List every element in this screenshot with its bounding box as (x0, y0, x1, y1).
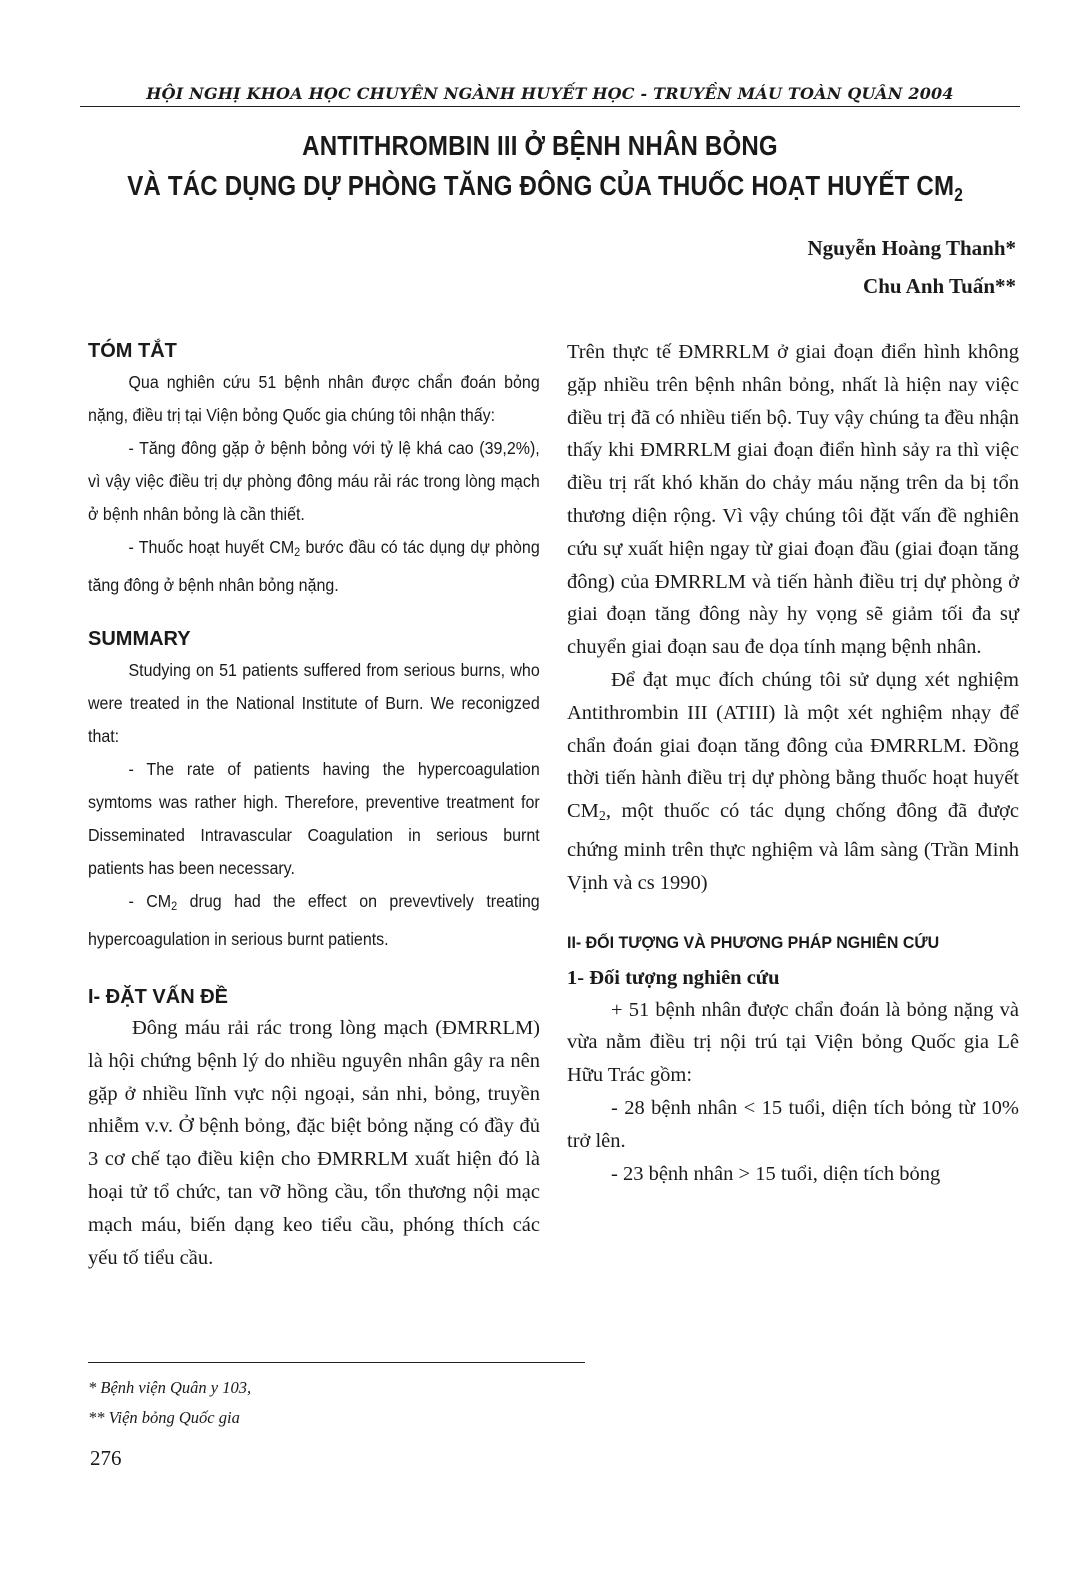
section-1-heading: I- ĐẶT VẤN ĐỀ (88, 986, 228, 1008)
title-line-2 (127, 170, 963, 206)
title-line-2-text: VÀ TÁC DỤNG DỰ PHÒNG TĂNG ĐÔNG CỦA THUỐC HOẠT HUYẾT CM (127, 170, 955, 201)
tom-tat-p3-sub: 2 (294, 545, 301, 559)
author-2: Chu Anh Tuấn** (863, 274, 1016, 298)
section-1-p1: Đông máu rải rác trong lòng mạch (ĐMRRLM) là hội chứng bệnh lý do nhiều nguyên nhân gây ra nên gặp ở nhiều lĩnh vực nội ngoại, sản nhi, bỏng, truyền nhiễm v.v. Ở bệnh bỏng, đặc biệt bỏng nặng có đầy đủ 3 cơ chế tạo điều kiện cho ĐMRRLM xuất hiện đó là hoại tử tổ chức, tan vỡ hồng cầu, tổn thương nội mạc mạch máu, biến dạng keo tiểu cầu, phóng thích các yếu tố tiểu cầu. (88, 1017, 540, 1269)
section-2-p2: - 28 bệnh nhân < 15 tuổi, diện tích bỏng từ 10% trở lên. (567, 1096, 1019, 1152)
title-subscript: 2 (954, 185, 963, 205)
right-p2 (567, 664, 1019, 900)
section-2-p1: + 51 bệnh nhân được chẩn đoán là bỏng nặng và vừa nằm điều trị nội trú tại Viện bỏng Quốc gia Lê Hữu Trác gồm: (567, 998, 1019, 1087)
summary-p3-b: drug had the effect on prevevtively treating hypercoagulation in serious burnt patients. (88, 891, 540, 949)
page-number: 276 (90, 1446, 122, 1470)
tom-tat-p1: Qua nghiên cứu 51 bệnh nhân được chẩn đoán bỏng nặng, điều trị tại Viện bỏng Quốc gia chúng tôi nhận thấy: (88, 372, 540, 425)
right-p1: Trên thực tế ĐMRRLM ở giai đoạn điển hình không gặp nhiều trên bệnh nhân bỏng, nhất là hiện nay việc điều trị đã có nhiều tiến bộ. Tuy vậy chúng ta đều nhận thấy khi ĐMRRLM giai đoạn điển hình sảy ra thì việc điều trị rất khó khăn do chảy máu nặng trên da bị tổn thương diện rộng. Vì vậy chúng tôi đặt vấn đề nghiên cứu sự xuất hiện ngay từ giai đoạn đầu (giai đoạn tăng đông) của ĐMRRLM và tiến hành điều trị dự phòng ở giai đoạn tăng đông này hy vọng sẽ giảm tối đa sự chuyển giai đoạn sau đe dọa tính mạng bệnh nhân. (567, 341, 1019, 659)
tom-tat-heading: TÓM TẮT (88, 340, 177, 362)
summary-p1: Studying on 51 patients suffered from serious burns, who were treated in the National Institute of Burn. We reconigzed that: (88, 660, 540, 746)
section-2-p3: - 23 bệnh nhân > 15 tuổi, diện tích bỏng (611, 1162, 941, 1185)
footnote-2: ** Viện bỏng Quốc gia (88, 1408, 240, 1427)
tom-tat-p3-b: bước đầu có tác dụng dự phòng tăng đông ở bệnh nhân bỏng nặng. (88, 537, 540, 595)
section-2-subheading: 1- Đối tượng nghiên cứu (567, 966, 780, 989)
tom-tat-p2: - Tăng đông gặp ở bệnh bỏng với tỷ lệ khá cao (39,2%), vì vậy việc điều trị dự phòng đông máu rải rác trong lòng mạch ở bệnh nhân bỏng là cần thiết. (88, 438, 540, 524)
summary-p2: - The rate of patients having the hypercoagulation symtoms was rather high. Therefore, preventive treatment for Disseminated Intravascular Coagulation in serious burnt patients has been necessary. (88, 759, 540, 878)
footnote-1: * Bệnh viện Quân y 103, (88, 1378, 252, 1397)
running-header: HỘI NGHỊ KHOA HỌC CHUYÊN NGÀNH HUYẾT HỌC - TRUYỀN MÁU TOÀN QUÂN 2004 (146, 84, 954, 103)
left-column (88, 336, 540, 1274)
summary-heading: SUMMARY (88, 628, 191, 650)
right-p2-sub: 2 (598, 809, 606, 825)
footnote-rule (88, 1362, 585, 1363)
summary-p3 (88, 885, 540, 956)
tom-tat-p3-a: - Thuốc hoạt huyết CM (128, 537, 295, 557)
summary-p3-a: - CM (128, 891, 172, 911)
section-2-heading: II- ĐỐI TƯỢNG VÀ PHƯƠNG PHÁP NGHIÊN CỨU (567, 932, 940, 952)
title-line-1: ANTITHROMBIN III Ở BỆNH NHÂN BỎNG (302, 130, 778, 161)
author-1: Nguyễn Hoàng Thanh* (807, 236, 1016, 260)
right-column (567, 336, 1019, 1190)
tom-tat-p3 (88, 531, 540, 602)
right-p2-b: , một thuốc có tác dụng chống đông đã được chứng minh trên thực nghiệm và lâm sàng (Trần Minh Vịnh và cs 1990) (567, 800, 1019, 894)
summary-p3-sub: 2 (171, 899, 178, 913)
right-p2-a: Để đạt mục đích chúng tôi sử dụng xét nghiệm Antithrombin III (ATIII) là một xét nghiệm nhạy để chẩn đoán giai đoạn tăng đông của ĐMRRLM. Đồng thời tiến hành điều trị dự phòng bằng thuốc hoạt huyết CM (567, 668, 1019, 823)
header-rule (80, 106, 1020, 107)
